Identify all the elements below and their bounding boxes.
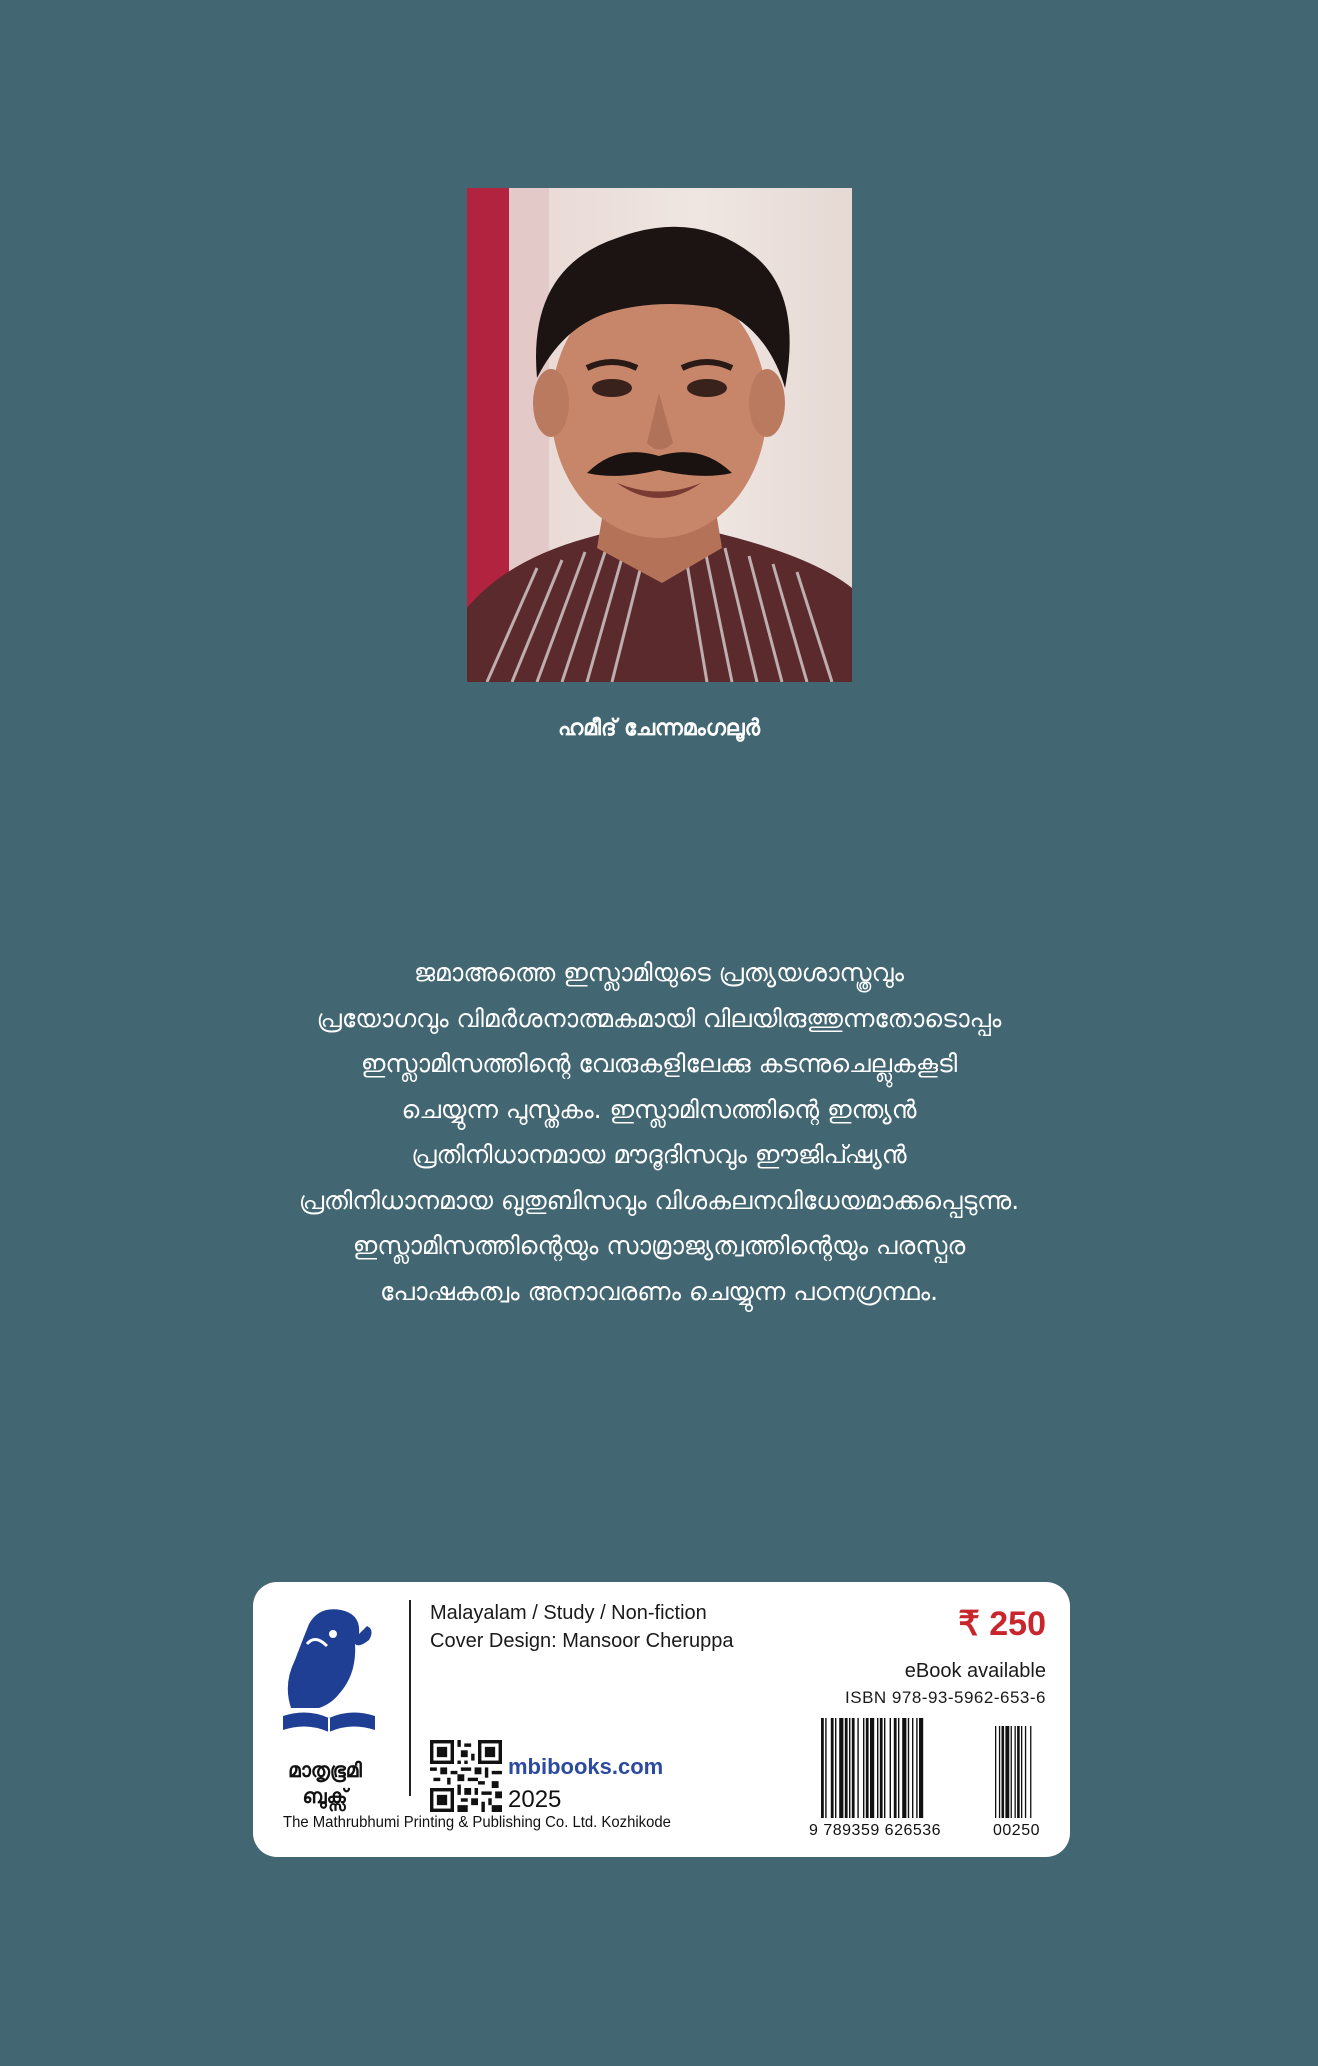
description-line: പ്രതിനിധാനമായ മൗദൂദിസവും ഈജിപ്ഷ്യൻ [411,1140,907,1169]
barcode-bar [890,1718,891,1818]
barcode-bar [894,1718,897,1818]
barcode-bar [916,1718,917,1818]
barcode-bar [1011,1726,1012,1818]
description-line: ഇസ്ലാമിസത്തിന്റെയും സാമ്രാജ്യത്വത്തിന്റെയും പരസ്പര [352,1231,966,1260]
qr-code-icon [430,1740,502,1812]
barcode-bar [1025,1726,1026,1818]
barcode-bar [849,1718,850,1818]
barcode-bar [835,1718,836,1818]
description-line: പോഷകത്വം അനാവരണം ചെയ്യുന്ന പഠനഗ്രന്ഥം. [379,1276,939,1306]
description-line: പ്രയോഗവും വിമർശനാത്മകമായി വിലയിരുത്തുന്നതോടൊപ്പം [316,1003,1002,1033]
description-line: പ്രതിനിധാനമായ ഖുതുബിസവും വിശകലനവിധേയമാക്കപ്പെടുന്നു. [298,1185,1020,1215]
barcode-bar [831,1718,834,1818]
barcode-addon-number: 00250 [993,1822,1040,1839]
cover-design-credit: Cover Design: Mansoor Cheruppa [430,1630,734,1652]
barcode-bar [995,1726,996,1818]
barcode-bar [1005,1726,1009,1818]
barcode-bar [870,1718,874,1818]
barcode-bar [912,1718,913,1818]
publisher-website: mbibooks.com [508,1754,664,1779]
description-line: ജമാഅത്തെ ഇസ്ലാമിയുടെ പ്രത്യയശാസ്ത്രവും [413,958,905,987]
barcode-bar [898,1718,899,1818]
barcode-number: 9 789359 626536 [809,1822,942,1839]
barcode-bar [919,1718,923,1818]
book-category: Malayalam / Study / Non-fiction [430,1602,707,1624]
barcode-bar [821,1718,824,1818]
barcode-bar [852,1718,855,1818]
author-portrait-illustration [467,188,852,682]
vertical-divider [409,1600,411,1796]
barcode-bar [1002,1726,1005,1818]
author-photo [467,188,852,682]
publisher-logo [279,1604,371,1758]
description-line: ചെയ്യുന്ന പുസ്തകം. ഇസ്ലാമിസത്തിന്റെ ഇന്ത്യൻ [401,1094,917,1124]
author-name: ഹമീദ് ചേന്നമംഗലൂർ [558,716,760,741]
barcode-bar [866,1718,869,1818]
barcode-bar [884,1718,885,1818]
publisher-logo-text [275,1757,375,1809]
publisher-info-panel [253,1582,1070,1857]
barcode-bar [863,1718,864,1818]
barcode-bar [825,1718,826,1818]
book-price: ₹ 250 [958,1605,1046,1643]
barcode-bar [845,1718,848,1818]
barcode-bar [877,1718,878,1818]
elephant-book-logo-icon [279,1604,379,1754]
logo-text-line: മാതൃഭൂമി [288,1758,362,1782]
book-description [120,950,1198,1314]
ebook-availability: eBook available [904,1660,1046,1682]
barcode-bar [908,1718,909,1818]
publisher-imprint: The Mathrubhumi Printing & Publishing Co. Ltd. Kozhikode [283,1814,671,1831]
publication-year: 2025 [508,1786,562,1813]
barcode-bar [839,1718,843,1818]
barcode-bar [999,1726,1000,1818]
barcode-bar [902,1718,906,1818]
barcode-bar [880,1718,883,1818]
logo-text-line: ബുക്സ് [302,1784,348,1808]
barcode-bar [1030,1726,1031,1818]
barcode-bar [1017,1726,1020,1818]
barcode-bar [857,1718,858,1818]
barcode-bar [1015,1726,1016,1818]
isbn-number: ISBN 978-93-5962-653-6 [845,1688,1046,1707]
barcode-icon [819,1718,1049,1826]
barcode-bar [1021,1726,1022,1818]
description-line: ഇസ്ലാമിസത്തിന്റെ വേരുകളിലേക്കു കടന്നുചെല്ലുകകൂടി [360,1049,958,1078]
